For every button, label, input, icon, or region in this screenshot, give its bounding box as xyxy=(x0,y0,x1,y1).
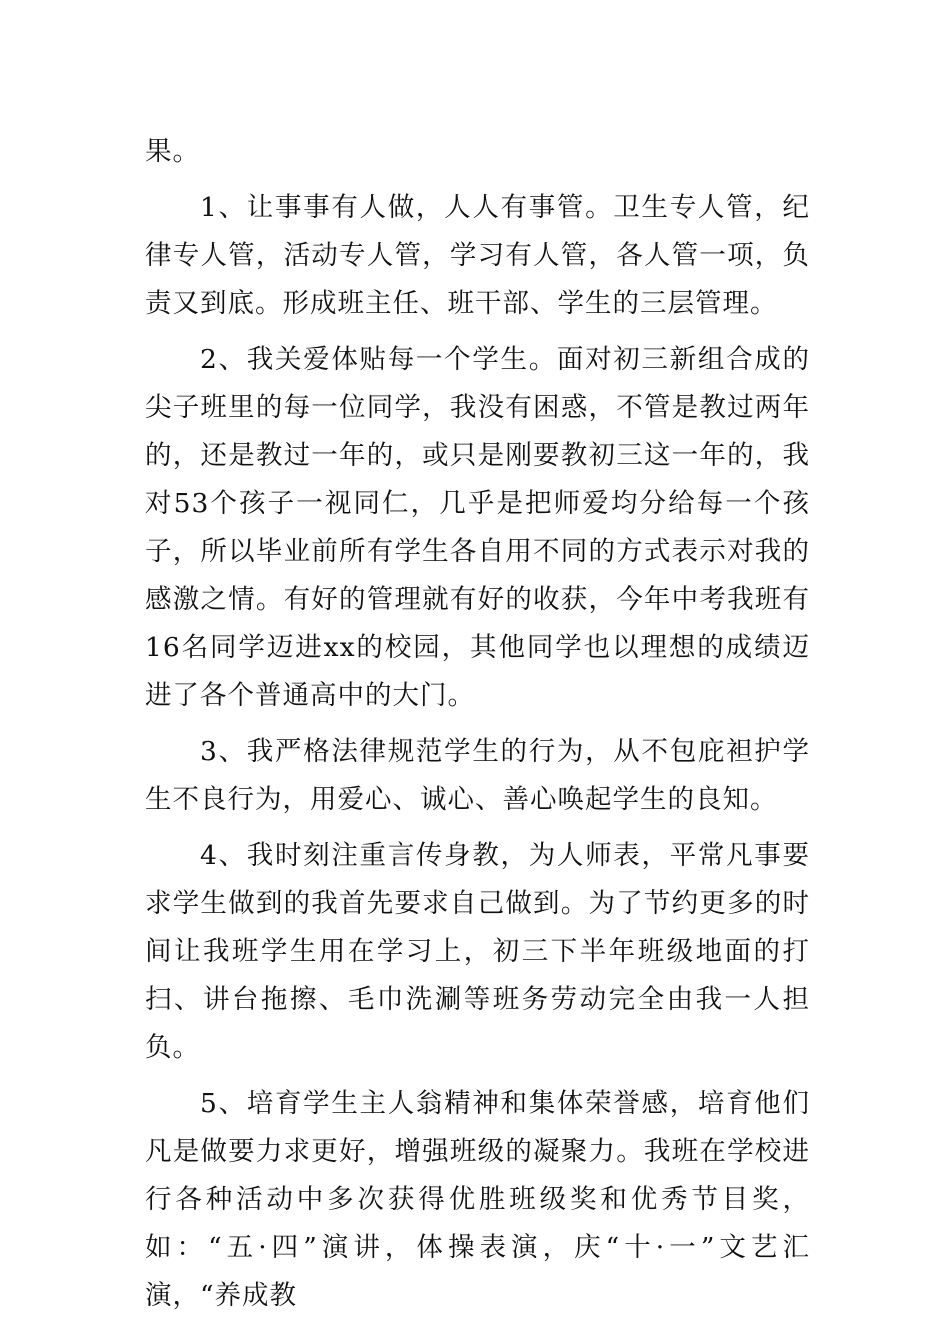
document-body xyxy=(145,128,810,1320)
paragraph-item-1: 1、让事事有人做，人人有事管。卫生专人管，纪律专人管，活动专人管，学习有人管，各人管一项，负责又到底。形成班主任、班干部、学生的三层管理。 xyxy=(145,192,810,319)
paragraph-item-5: 5、培育学生主人翁精神和集体荣誉感，培育他们凡是做要力求更好，增强班级的凝聚力。我班在学校进行各种活动中多次获得优胜班级奖和优秀节目奖，如：“五·四”演讲，体操表演，庆“十·一”文艺汇演，“养成教 xyxy=(145,1088,810,1311)
paragraph-item-3: 3、我严格法律规范学生的行为，从不包庇袒护学生不良行为，用爱心、诚心、善心唤起学生的良知。 xyxy=(145,736,810,815)
paragraph-continuation: 果。 xyxy=(145,136,200,167)
paragraph-item-2: 2、我关爱体贴每一个学生。面对初三新组合成的尖子班里的每一位同学，我没有困惑，不管是教过两年的，还是教过一年的，或只是刚要教初三这一年的，我对53个孩子一视同仁，几乎是把师爱均分给每一个孩子，所以毕业前所有学生各自用不同的方式表示对我的感激之情。有好的管理就有好的收获，今年中考我班有16名同学迈进xx的校园，其他同学也以理想的成绩迈进了各个普通高中的大门。 xyxy=(145,344,810,711)
paragraph-item-4: 4、我时刻注重言传身教，为人师表，平常凡事要求学生做到的我首先要求自己做到。为了节约更多的时间让我班学生用在学习上，初三下半年班级地面的打扫、讲台拖擦、毛巾洗涮等班务劳动完全由我一人担负。 xyxy=(145,840,810,1063)
